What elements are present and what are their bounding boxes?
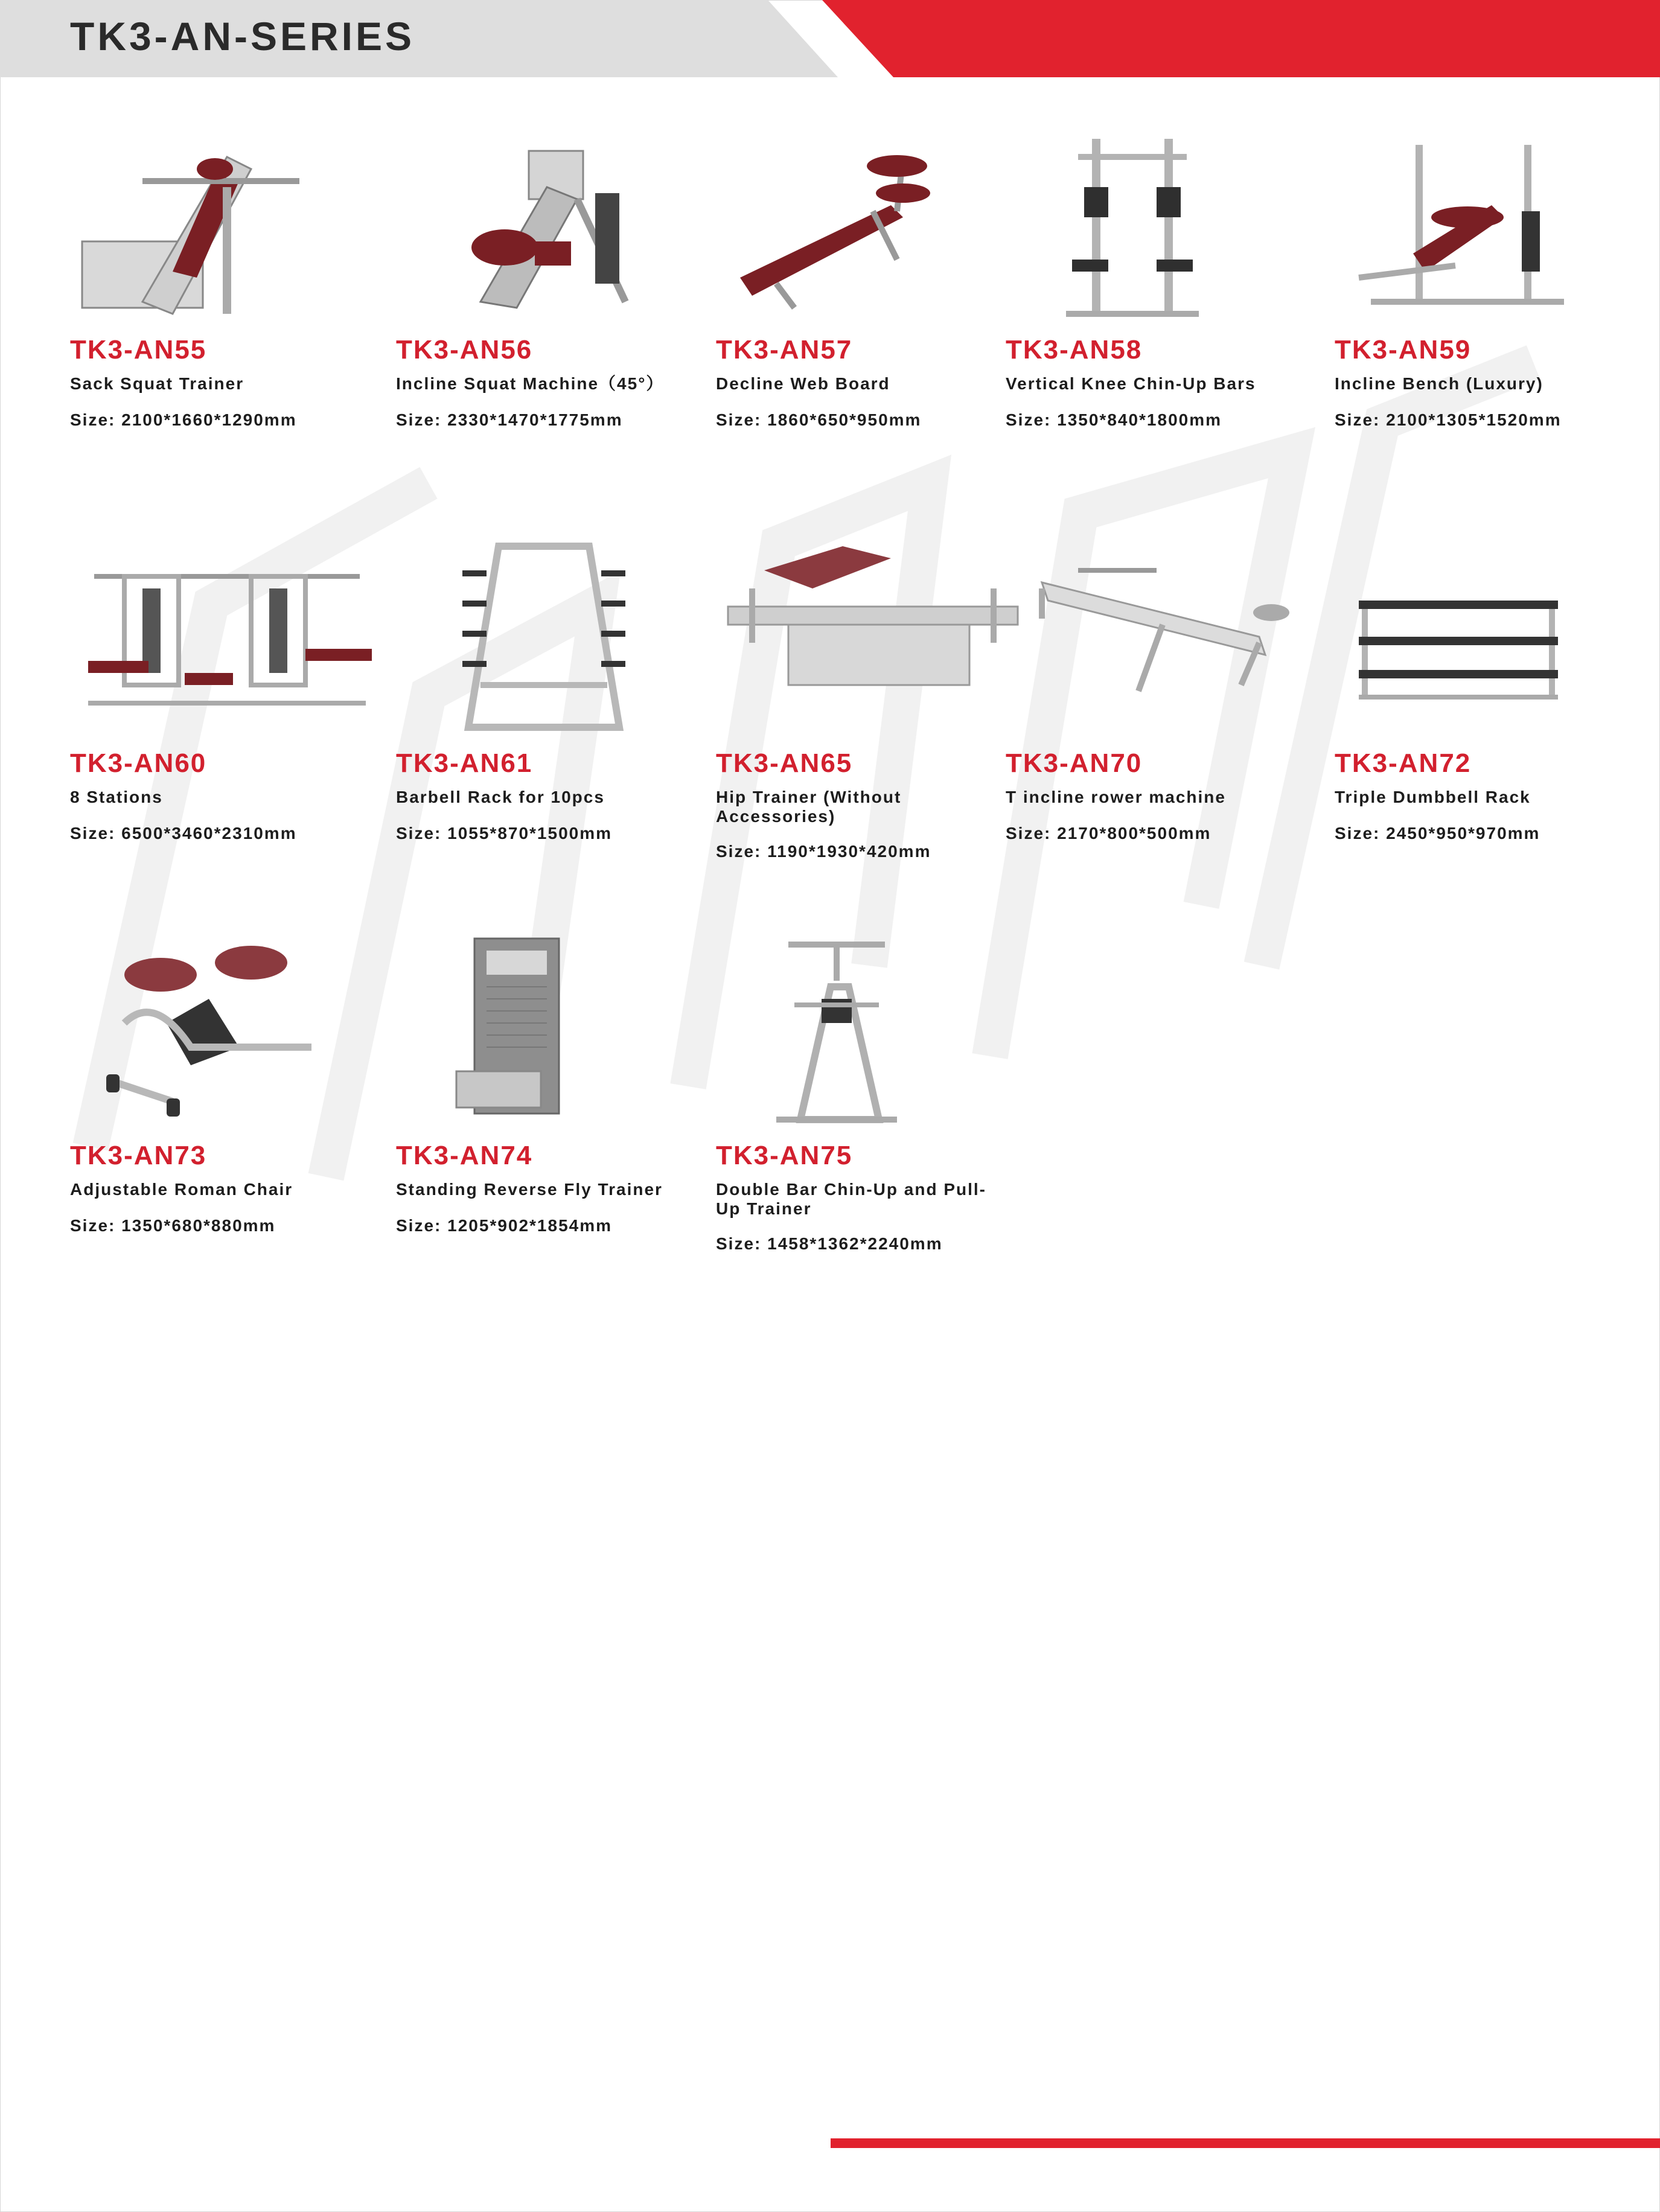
- product-code: TK3-AN56: [396, 335, 533, 365]
- dumbbell-rack-icon: [1335, 534, 1649, 733]
- product-size: Size: 1860*650*950mm: [716, 410, 922, 429]
- product-code: TK3-AN73: [70, 1141, 207, 1170]
- header-banner: [0, 0, 1660, 77]
- product-size: Size: 2100*1305*1520mm: [1335, 410, 1562, 429]
- barbell-rack-icon: [396, 534, 710, 733]
- product-code: TK3-AN75: [716, 1141, 853, 1170]
- product-size: Size: 1350*840*1800mm: [1006, 410, 1222, 429]
- product-code: TK3-AN61: [396, 748, 533, 778]
- product-size: Size: 1055*870*1500mm: [396, 824, 613, 843]
- product-size: Size: 1205*902*1854mm: [396, 1216, 613, 1235]
- product-size: Size: 1458*1362*2240mm: [716, 1234, 943, 1253]
- product-code: TK3-AN72: [1335, 748, 1472, 778]
- t-bar-rower-icon: [1006, 534, 1320, 733]
- product-size: Size: 1350*680*880mm: [70, 1216, 276, 1235]
- product-code: TK3-AN59: [1335, 335, 1472, 365]
- multi-station-icon: [70, 534, 384, 733]
- incline-bench-icon: [1335, 121, 1649, 320]
- product-name: 8 Stations: [70, 788, 163, 806]
- product-size: Size: 2450*950*970mm: [1335, 824, 1540, 843]
- product-code: TK3-AN55: [70, 335, 207, 365]
- product-code: TK3-AN60: [70, 748, 207, 778]
- product-name: Adjustable Roman Chair: [70, 1180, 293, 1199]
- product-code: TK3-AN74: [396, 1141, 533, 1170]
- product-name: Vertical Knee Chin-Up Bars: [1006, 374, 1256, 393]
- product-size: Size: 2170*800*500mm: [1006, 824, 1211, 843]
- product-name: Barbell Rack for 10pcs: [396, 788, 605, 806]
- product-name: Sack Squat Trainer: [70, 374, 244, 393]
- product-code: TK3-AN65: [716, 748, 853, 778]
- pull-up-tower-icon: [716, 926, 1030, 1126]
- product-code: TK3-AN58: [1006, 335, 1143, 365]
- hip-trainer-icon: [716, 534, 1030, 733]
- product-name: Decline Web Board: [716, 374, 890, 393]
- product-size: Size: 2330*1470*1775mm: [396, 410, 623, 429]
- incline-squat-machine-icon: [396, 121, 710, 320]
- reverse-fly-machine-icon: [396, 926, 710, 1126]
- product-name: Hip Trainer (Without Accessories): [716, 788, 902, 826]
- product-code: TK3-AN70: [1006, 748, 1143, 778]
- product-name: Incline Bench (Luxury): [1335, 374, 1543, 393]
- series-title: TK3-AN-SERIES: [70, 14, 415, 59]
- product-size: Size: 6500*3460*2310mm: [70, 824, 297, 843]
- chin-up-tower-icon: [1006, 121, 1320, 320]
- product-code: TK3-AN57: [716, 335, 853, 365]
- product-name: Incline Squat Machine（45°）: [396, 374, 665, 393]
- product-name: Triple Dumbbell Rack: [1335, 788, 1531, 806]
- product-size: Size: 1190*1930*420mm: [716, 842, 931, 861]
- product-name: Standing Reverse Fly Trainer: [396, 1180, 663, 1199]
- decline-bench-icon: [716, 121, 1030, 320]
- roman-chair-icon: [70, 926, 384, 1126]
- hack-squat-machine-icon: [70, 121, 384, 320]
- product-size: Size: 2100*1660*1290mm: [70, 410, 297, 429]
- product-name: Double Bar Chin-Up and Pull-Up Trainer: [716, 1180, 986, 1218]
- product-name: T incline rower machine: [1006, 788, 1226, 806]
- footer-accent-line: [831, 2138, 1660, 2148]
